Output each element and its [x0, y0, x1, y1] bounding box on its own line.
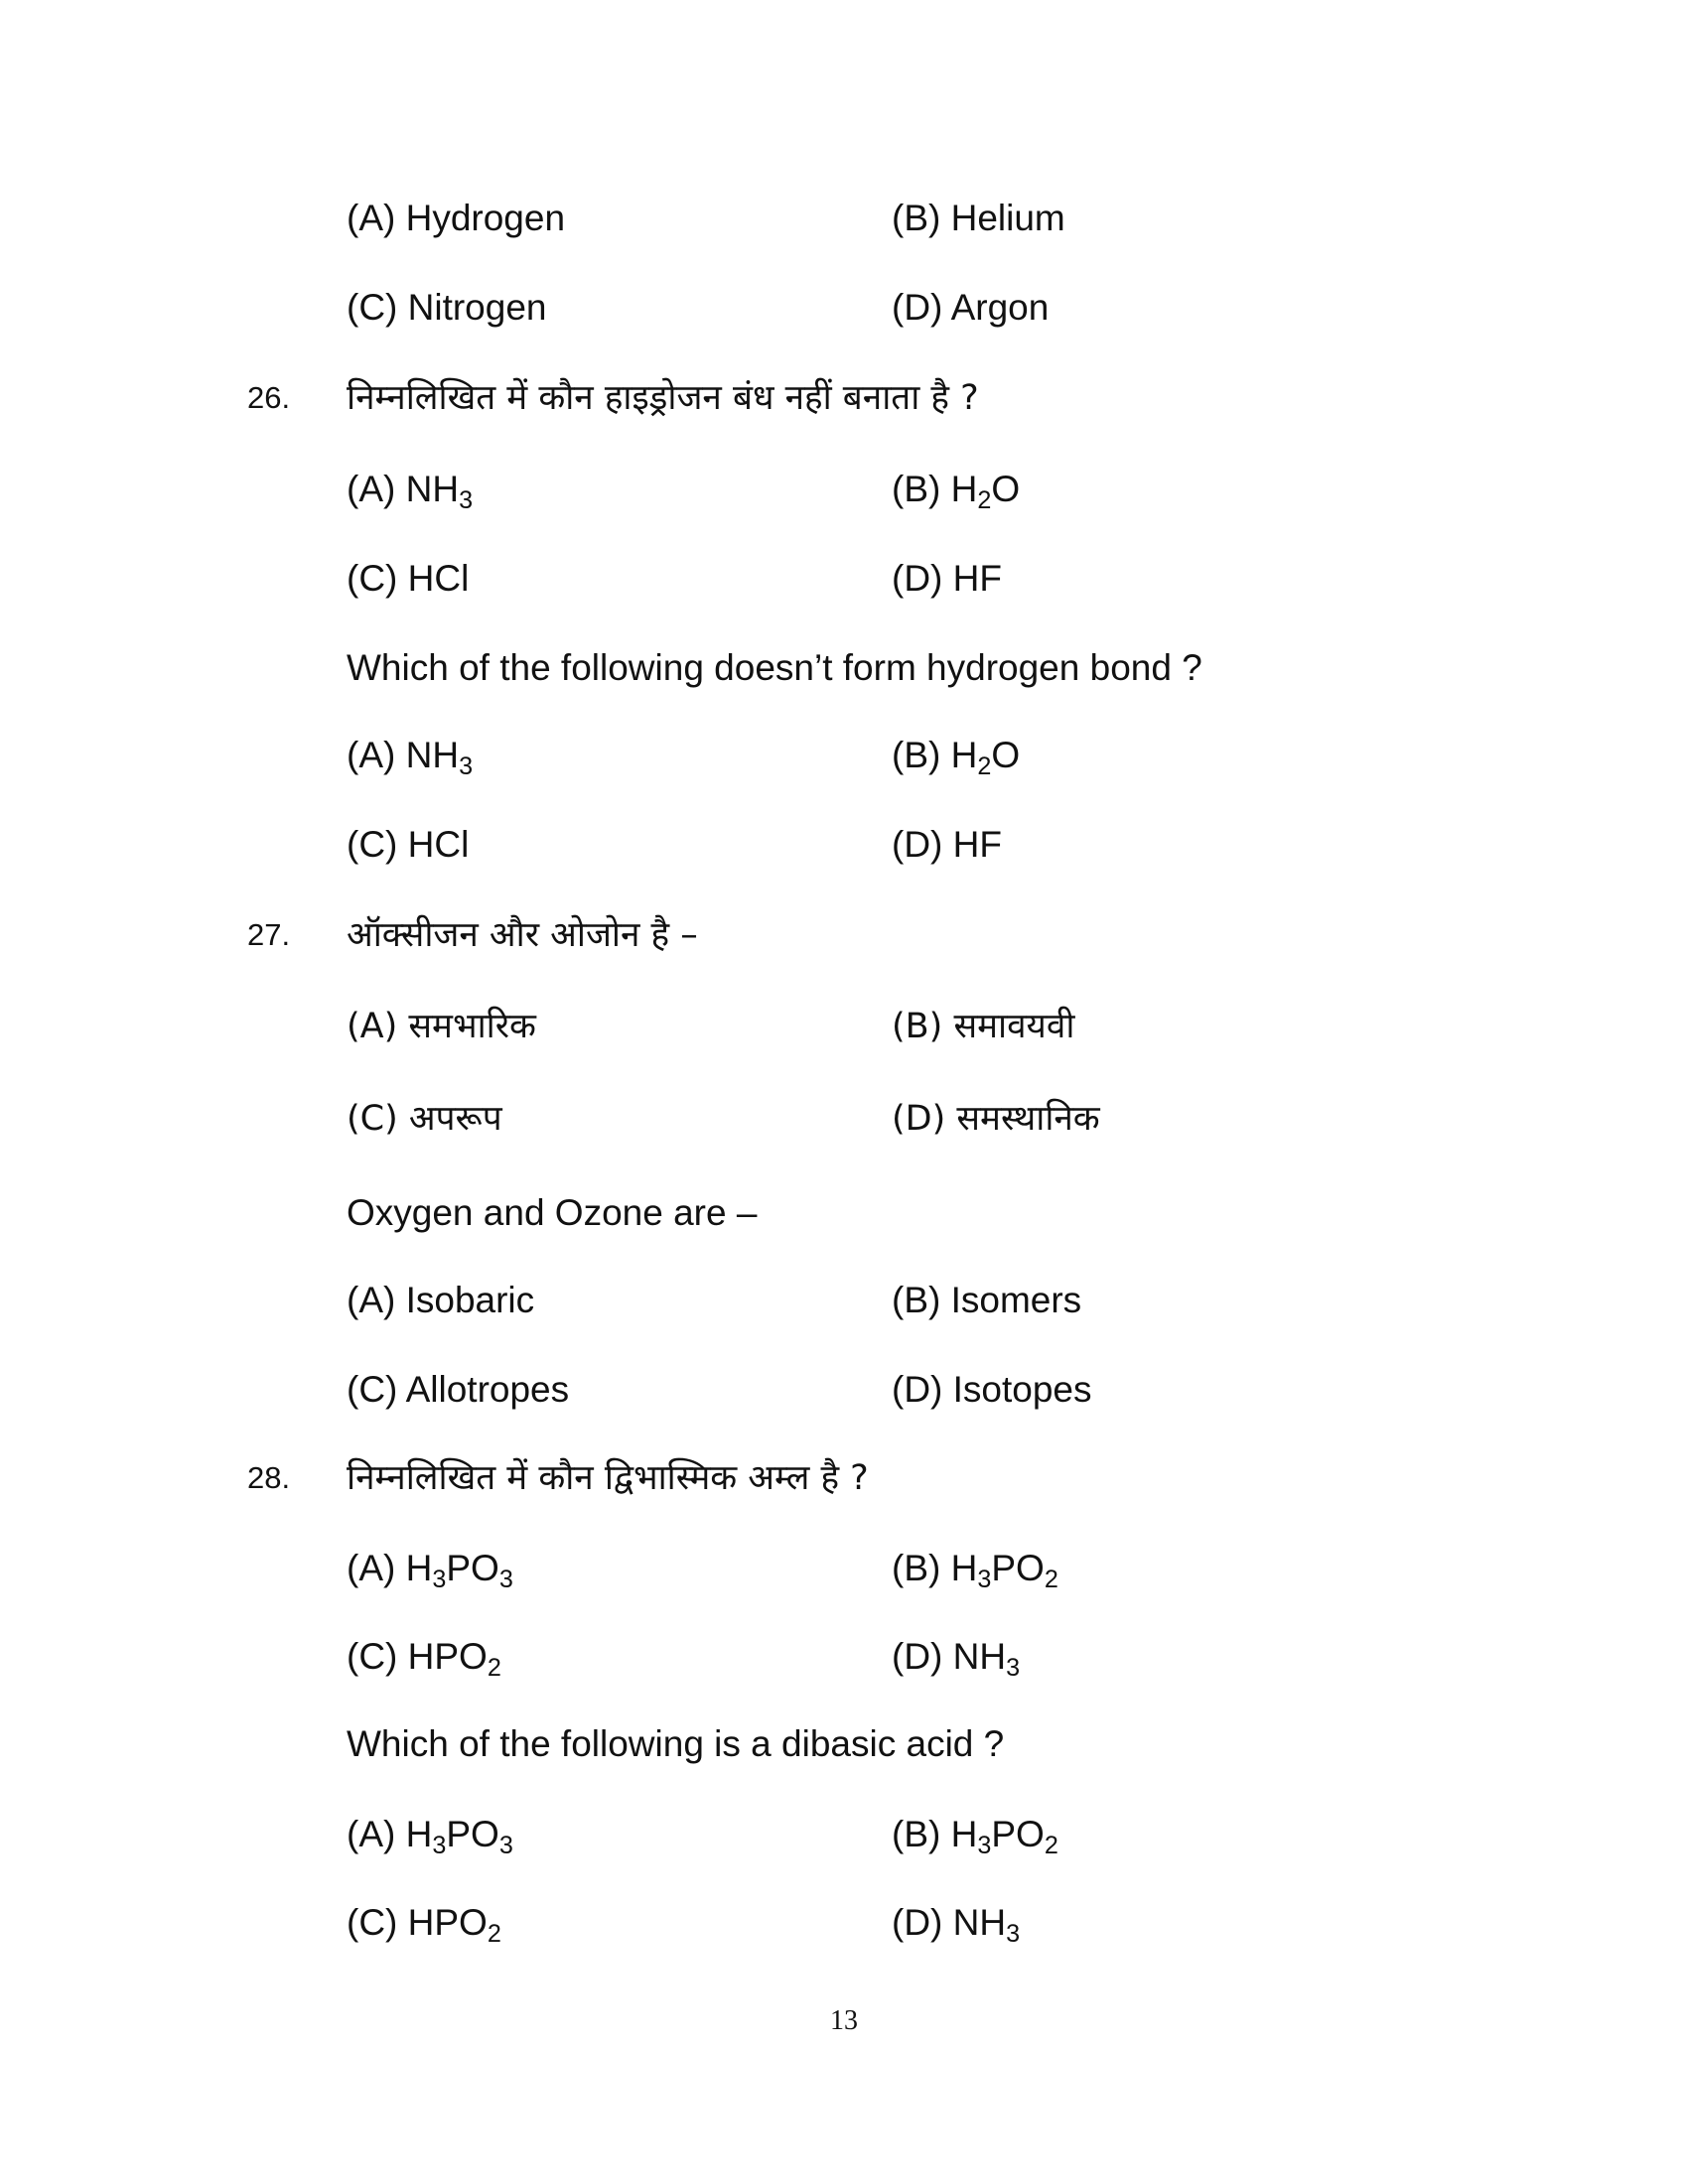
q27-options-row-1-hi — [0, 997, 1688, 1056]
q28-text-english: Which of the following is a dibasic acid ? — [347, 1723, 1005, 1764]
q27-question-hindi — [0, 905, 1688, 965]
q27-options-row-1-en — [0, 1271, 1688, 1330]
q27-number: 27. — [247, 917, 291, 952]
q25-option-a: (A) Hydrogen — [347, 198, 566, 238]
q27-option-a-en: (A) Isobaric — [347, 1280, 535, 1320]
q26-option-d-en: (D) HF — [892, 824, 1002, 865]
q27-option-b-en: (B) Isomers — [892, 1280, 1082, 1320]
q26-option-b-en: (B) $H_2O$ — [892, 735, 1021, 781]
q27-question-english — [0, 1183, 1688, 1243]
q27-text-english: Oxygen and Ozone are – — [347, 1192, 758, 1233]
q28-option-d-hi: (D) $NH_3$ — [892, 1636, 1021, 1683]
q28-option-a-en: (A) $H_3PO_3$ — [347, 1814, 513, 1860]
q27-option-c-en: (C) Allotropes — [347, 1369, 570, 1410]
q26-options-row-2-en — [0, 815, 1688, 875]
q28-option-b-en: (B) $H_3PO_2$ — [892, 1814, 1058, 1860]
q26-text-english: Which of the following doesn’t form hydrogen bond ? — [347, 647, 1202, 688]
q25-option-b: (B) Helium — [892, 198, 1065, 238]
page-number: 13 — [830, 2005, 858, 2036]
q27-options-row-2-hi — [0, 1089, 1688, 1149]
q26-option-c-en: (C) HCl — [347, 824, 470, 865]
q27-option-c-hi: (C) अपरूप — [347, 1099, 502, 1139]
q28-option-b-hi: (B) $H_3PO_2$ — [892, 1548, 1058, 1594]
q27-options-row-2-en — [0, 1360, 1688, 1420]
q25-option-d: (D) Argon — [892, 287, 1050, 328]
q28-question-english — [0, 1714, 1688, 1774]
q28-options-row-1-en — [0, 1805, 1688, 1864]
q28-number: 28. — [247, 1460, 291, 1495]
q27-option-d-hi: (D) समस्थानिक — [892, 1099, 1100, 1139]
q26-option-d-hi: (D) HF — [892, 558, 1002, 599]
q26-question-hindi — [0, 368, 1688, 428]
q26-option-a-en: (A) $NH_3$ — [347, 735, 474, 781]
q26-options-row-2-hi — [0, 549, 1688, 609]
q26-option-a-hi: (A) $NH_3$ — [347, 469, 474, 515]
q28-options-row-2-en — [0, 1893, 1688, 1953]
q25-options-row-2 — [0, 278, 1688, 338]
q28-options-row-1-hi — [0, 1539, 1688, 1598]
q26-question-english — [0, 638, 1688, 698]
q26-options-row-1-hi — [0, 460, 1688, 519]
q25-option-c: (C) Nitrogen — [347, 287, 547, 328]
q28-option-c-en: (C) $HPO_2$ — [347, 1902, 501, 1949]
q28-option-c-hi: (C) $HPO_2$ — [347, 1636, 501, 1683]
q26-option-c-hi: (C) HCl — [347, 558, 470, 599]
q26-text-hindi: निम्नलिखित में कौन हाइड्रोजन बंध नहीं बनाता है ? — [347, 378, 979, 418]
q28-option-a-hi: (A) $H_3PO_3$ — [347, 1548, 513, 1594]
q25-options-row-1 — [0, 189, 1688, 248]
q28-option-d-en: (D) $NH_3$ — [892, 1902, 1021, 1949]
q26-options-row-1-en — [0, 726, 1688, 785]
q28-options-row-2-hi — [0, 1627, 1688, 1687]
q27-option-b-hi: (B) समावयवी — [892, 1007, 1075, 1046]
q27-text-hindi: ऑक्सीजन और ओजोन है – — [347, 915, 698, 955]
q28-text-hindi: निम्नलिखित में कौन द्विभास्मिक अम्ल है ? — [347, 1458, 869, 1498]
q27-option-d-en: (D) Isotopes — [892, 1369, 1092, 1410]
q27-option-a-hi: (A) समभारिक — [347, 1007, 536, 1046]
q26-number: 26. — [247, 380, 291, 415]
q28-question-hindi — [0, 1448, 1688, 1508]
q26-option-b-hi: (B) $H_2O$ — [892, 469, 1021, 515]
